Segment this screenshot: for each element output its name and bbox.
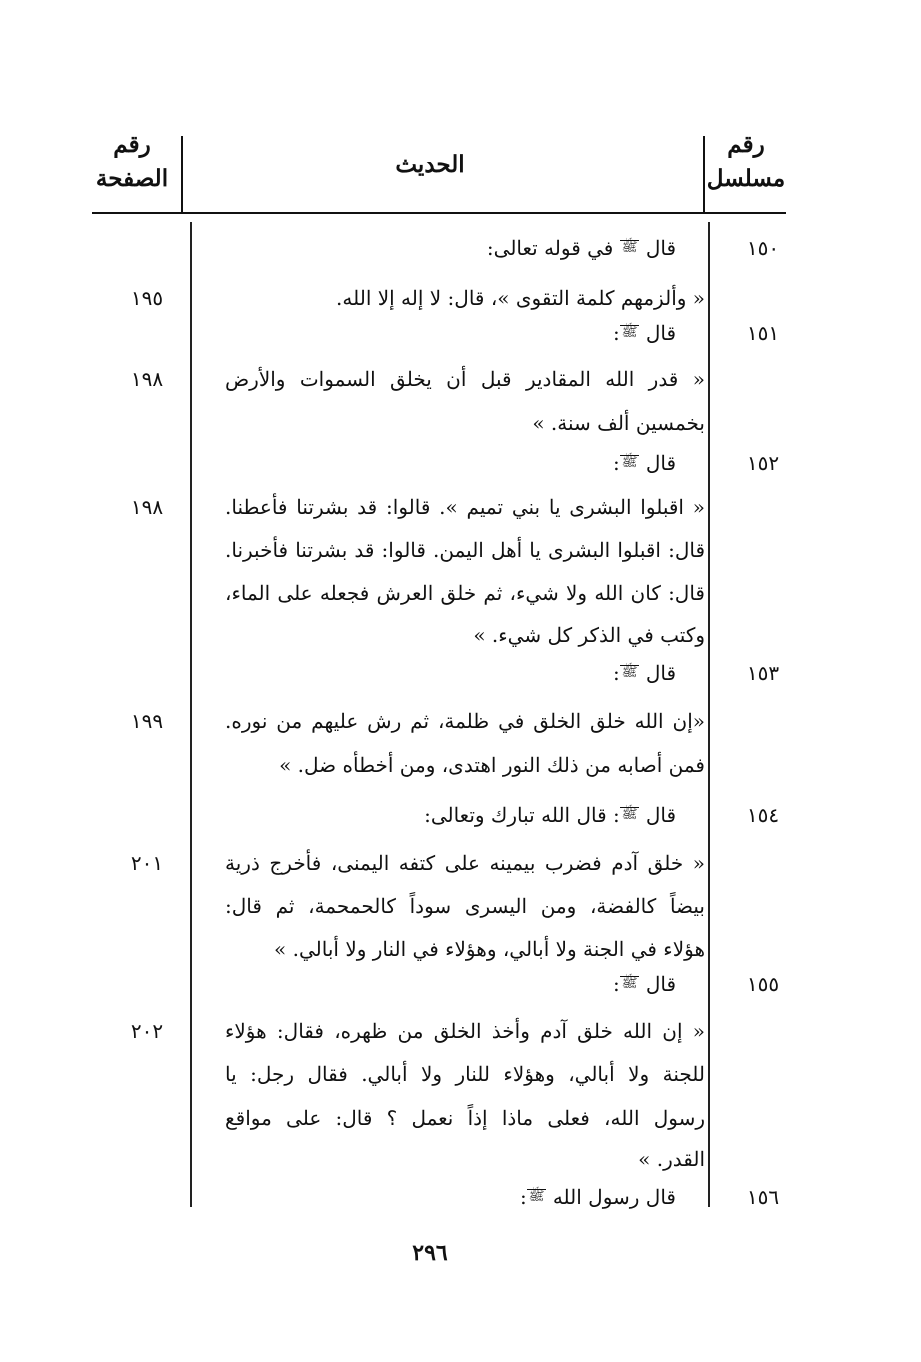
serial-number: ١٥٦	[746, 1185, 780, 1209]
salutation-seal: ﷺ	[621, 455, 638, 470]
header-page-number: رقم الصفحة	[95, 131, 169, 192]
serial-number: ١٥٠	[746, 236, 780, 260]
hadith-intro: قال ﷺ: قال الله تبارك وتعالى:	[424, 803, 676, 827]
hadith-line: «إن الله خلق الخلق في ظلمة، ثم رش عليهم من نوره.	[225, 709, 705, 733]
page-ref: ١٩٨	[130, 367, 164, 391]
serial-number: ١٥١	[746, 321, 780, 345]
hadith-line: رسول الله، فعلى ماذا إذاً نعمل ؟ قال: على مواقع	[225, 1106, 705, 1130]
header-serial-number: رقم مسلسل	[706, 131, 786, 192]
column-divider-left	[190, 222, 192, 1207]
hadith-line: فمن أصابه من ذلك النور اهتدى، ومن أخطأه ضل. »	[279, 753, 705, 777]
salutation-seal: ﷺ	[528, 1189, 545, 1204]
hadith-line: القدر. »	[638, 1147, 705, 1171]
column-divider-right	[708, 222, 710, 1207]
hadith-intro: قال ﷺ:	[612, 972, 676, 996]
serial-number: ١٥٥	[746, 972, 780, 996]
salutation-seal: ﷺ	[621, 976, 638, 991]
page-ref: ١٩٥	[130, 286, 164, 310]
hadith-line: للجنة ولا أبالي، وهؤلاء للنار ولا أبالي. فقال رجل: يا	[225, 1062, 705, 1086]
hadith-line: « وألزمهم كلمة التقوى »، قال: لا إله إلا الله.	[336, 286, 705, 310]
hadith-intro: قال ﷺ:	[612, 661, 676, 685]
salutation-seal: ﷺ	[621, 240, 638, 255]
page-ref: ١٩٩	[130, 709, 164, 733]
hadith-intro: قال ﷺ:	[612, 321, 676, 345]
hadith-line: وكتب في الذكر كل شيء. »	[473, 623, 705, 647]
header-rule	[92, 212, 786, 214]
hadith-intro: قال رسول الله ﷺ:	[519, 1185, 676, 1209]
serial-number: ١٥٤	[746, 803, 780, 827]
hadith-intro: قال ﷺ في قوله تعالى:	[486, 236, 676, 260]
hadith-intro: قال ﷺ:	[612, 451, 676, 475]
hadith-line: « قدر الله المقادير قبل أن يخلق السموات والأرض	[225, 367, 705, 391]
hadith-line: بخمسين ألف سنة. »	[532, 411, 705, 435]
hadith-line: قال: كان الله ولا شيء، ثم خلق العرش فجعله على الماء،	[225, 581, 705, 605]
salutation-seal: ﷺ	[621, 325, 638, 340]
page-ref: ١٩٨	[130, 495, 164, 519]
hadith-line: قال: اقبلوا البشرى يا أهل اليمن. قالوا: قد بشرتنا فأخبرنا.	[225, 538, 705, 562]
page-ref: ٢٠٢	[130, 1019, 164, 1043]
serial-number: ١٥٢	[746, 451, 780, 475]
hadith-line: « إن الله خلق آدم وأخذ الخلق من ظهره، فقال: هؤلاء	[225, 1019, 705, 1043]
header-divider-left	[181, 136, 183, 214]
hadith-line: هؤلاء في الجنة ولا أبالي، وهؤلاء في النار ولا أبالي. »	[274, 937, 705, 961]
hadith-line: بيضاً كالفضة، ومن اليسرى سوداً كالحمحمة، ثم قال:	[225, 894, 705, 918]
page-ref: ٢٠١	[130, 851, 164, 875]
header-hadith: الحديث	[395, 151, 465, 178]
hadith-line: « اقبلوا البشرى يا بني تميم ». قالوا: قد بشرتنا فأعطنا.	[225, 495, 705, 519]
serial-number: ١٥٣	[746, 661, 780, 685]
hadith-line: « خلق آدم فضرب بيمينه على كتفه اليمنى، فأخرج ذرية	[225, 851, 705, 875]
header-divider-right	[703, 136, 705, 214]
salutation-seal: ﷺ	[621, 807, 638, 822]
salutation-seal: ﷺ	[621, 665, 638, 680]
page-number: ٢٩٦	[412, 1240, 448, 1266]
